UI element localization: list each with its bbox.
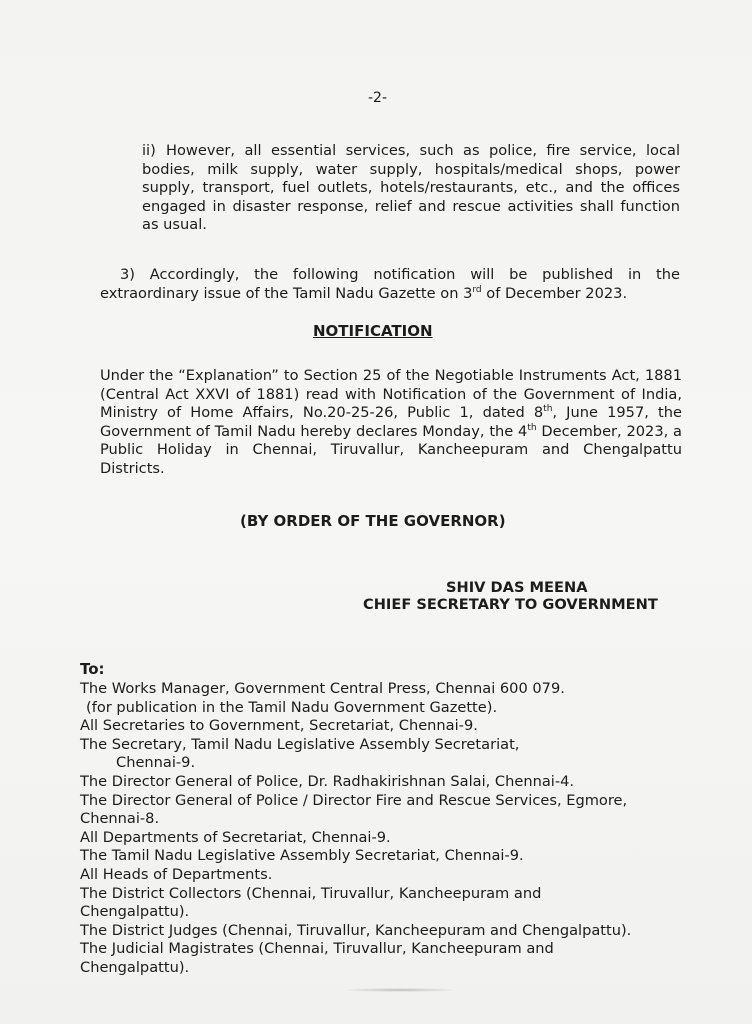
paragraph-3-sup: rd — [472, 284, 482, 295]
notification-body — [100, 367, 682, 478]
recipient-line: Chengalpattu). — [80, 958, 190, 976]
recipient-line: Chengalpattu). — [80, 903, 190, 921]
paragraph-3-text: 3) Accordingly, the following notification will be published in the extraordinary issue of the Tamil Nadu Gazette on 3 — [100, 266, 680, 302]
notification-sup-2: th — [527, 422, 537, 433]
notification-text-3: December, 2023, a Public Holiday in Chennai, Tiruvallur, Kancheepuram and Chengalpattu Districts. — [100, 422, 682, 477]
recipient-line: All Secretaries to Government, Secretariat, Chennai-9. — [80, 717, 478, 735]
recipient-line: The District Judges (Chennai, Tiruvallur, Kancheepuram and Chengalpattu). — [80, 921, 632, 939]
notification-text-2: , June 1957, the Government of Tamil Nadu hereby declares Monday, the 4 — [100, 404, 682, 440]
recipient-line: The Director General of Police, Dr. Radhakirishnan Salai, Chennai-4. — [80, 772, 575, 790]
recipient-line: Chennai-9. — [116, 754, 196, 772]
signatory-name: SHIV DAS MEENA — [446, 579, 588, 596]
recipient-line: The Works Manager, Government Central Press, Chennai 600 079. — [80, 680, 565, 697]
recipient-line: All Heads of Departments. — [80, 865, 273, 883]
recipient-line: The Tamil Nadu Legislative Assembly Secretariat, Chennai-9. — [80, 847, 524, 865]
to-label: To: — [80, 660, 105, 678]
notification-text-1: Under the “Explanation” to Section 25 of the Negotiable Instruments Act, 1881 (Central Act XXVI of 1881) read with Notification of the Government of India, Ministry of Home Affairs, No.20-25-26, Public 1, dated 8 — [100, 367, 682, 421]
recipient-line: The Director General of Police / Director Fire and Rescue Services, Egmore, — [80, 791, 628, 809]
notification-sup-1: th — [543, 404, 553, 415]
paragraph-ii — [142, 142, 680, 235]
recipient-line: The Secretary, Tamil Nadu Legislative Assembly Secretariat, — [80, 735, 520, 753]
paragraph-3-text-end: of December 2023. — [481, 284, 628, 302]
paragraph-ii-text: However, all essential services, such as police, fire service, local bodies, milk supply, water supply, hospitals/medical shops, power supply, transport, fuel outlets, hotels/restaurants, etc., and the offices engaged in disaster response, relief and rescue activities shall function as usual. — [142, 142, 680, 233]
recipient-line: The Judicial Magistrates (Chennai, Tiruvallur, Kancheepuram and — [80, 940, 554, 958]
page-number: -2- — [368, 90, 388, 106]
recipient-line: (for publication in the Tamil Nadu Government Gazette). — [86, 698, 498, 716]
recipient-list — [80, 680, 690, 978]
recipient-line: Chennai-8. — [80, 810, 160, 828]
signatory-title: CHIEF SECRETARY TO GOVERNMENT — [363, 596, 658, 613]
notification-heading: NOTIFICATION — [313, 322, 433, 340]
order-line: (BY ORDER OF THE GOVERNOR) — [240, 512, 506, 530]
paragraph-ii-label: ii) — [142, 142, 156, 159]
recipient-line: The District Collectors (Chennai, Tiruvallur, Kancheepuram and — [80, 884, 542, 902]
paragraph-3 — [100, 266, 680, 303]
scan-speck — [340, 988, 460, 992]
recipient-line: All Departments of Secretariat, Chennai-9. — [80, 828, 391, 846]
